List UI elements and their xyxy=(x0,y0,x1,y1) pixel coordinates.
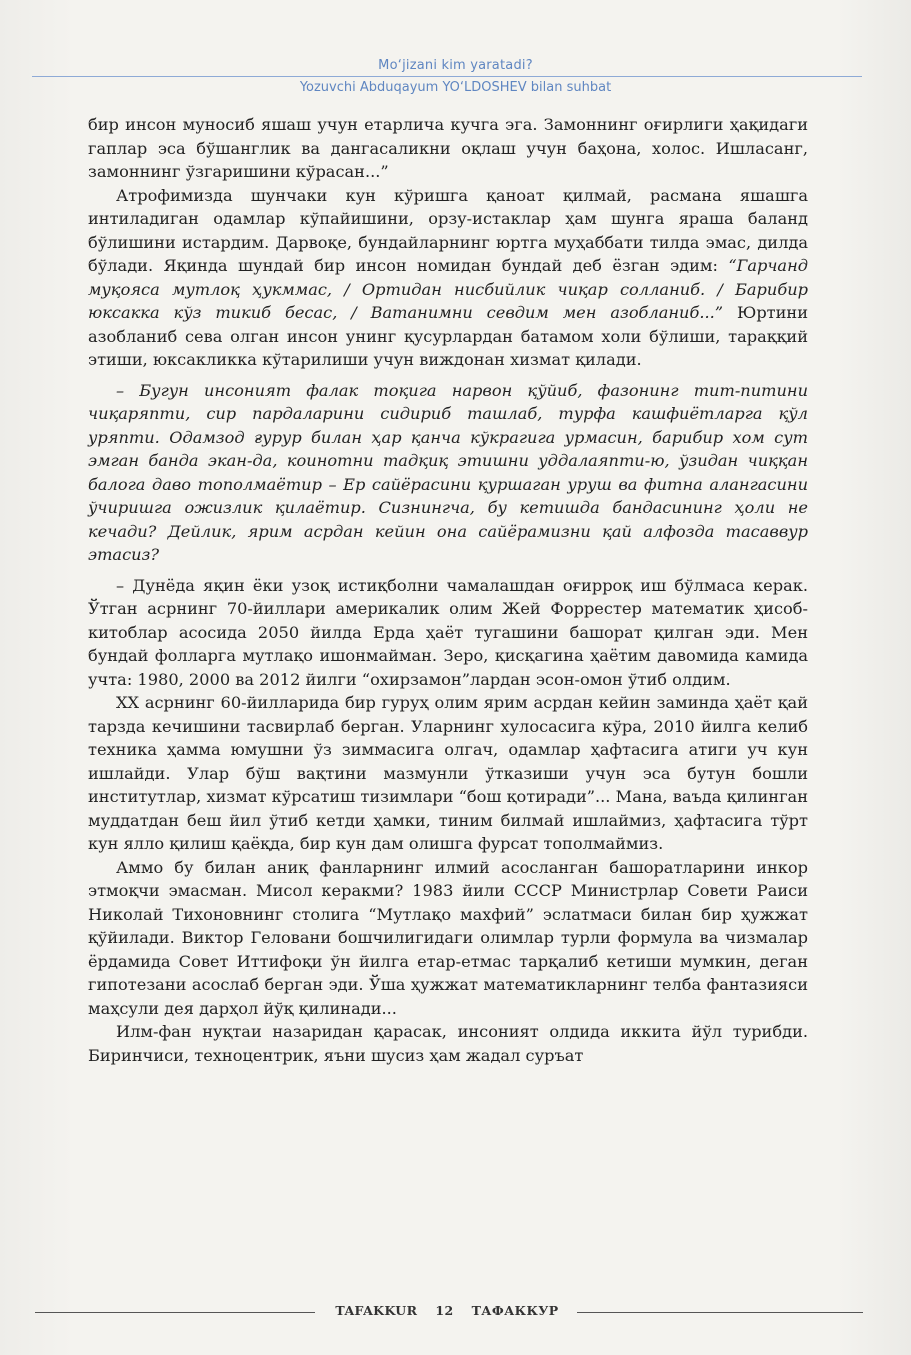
article-body xyxy=(88,113,808,1067)
paragraph-2 xyxy=(88,184,808,372)
paragraph-answer-4: Илм-фан нуқтаи назаридан қарасак, инсоният олдида иккита йўл турибди. Биринчиси, техноцентрик, яъни шусиз ҳам жадал суръат xyxy=(88,1022,808,1065)
paragraph-answer-1: – Дунёда яқин ёки узоқ истиқболни чамалашдан оғирроқ иш бўлмаса керак. Ўтган асрнинг 70-йиллари америкалик олим Жей Форрестер математик ҳисоб-китоблар асосида 2050 йилда Ерда ҳаёт тугашини башорат қилган эди. Мен бундай фолларга мутлақо ишонмайман. Зеро, қисқагина ҳаётим давомида камида учта: 1980, 2000 ва 2012 йилги “охирзамон”лардан эсон-омон ўтиб олдим. xyxy=(88,575,808,689)
running-header-title: Mo‘jizani kim yaratadi? xyxy=(378,58,533,73)
interviewer-question: – Бугун инсоният фалак тоқига нарвон қўйиб, фазонинг тит-питини чиқаряпти, сир пардаларини сидириб ташлаб, турфа кашфиётларга қўл уряпти. Одамзод ғурур билан ҳар қанча кўкрагига урмасин, барибир хом сут эмган банда экан-да, коинотни тадқиқ этишни уддалаяпти-ю, ўзидан чиққан балога даво тополмаётир – Ер сайёрасини қуршаган уруш ва фитна алангасини ўчиришга ожизлик қилаётир. Сизнингча, бу кетишда бандасининг ҳоли не кечади? Дейлик, ярим асрдан кейин она сайёрамизни қай алфозда тасаввур этасиз? xyxy=(88,380,808,564)
paragraph-answer-3: Аммо бу билан аниқ фанларнинг илмий асосланган башоратларини инкор этмоқчи эмасман. Мисол керакми? 1983 йили СССР Министрлар Совети Раиси Николай Тихоновнинг столига “Мутлақо махфий” эслатмаси билан бир ҳужжат қўйилади. Виктор Геловани бошчилигидаги олимлар турли формула ва чизмалар ёрдамида Совет Иттифоқи ўн йилга етар-етмас тарқалиб кетиши мумкин, деган гипотезани асослаб берган эди. Ўша ҳужжат математикларнинг телба фантазияси маҳсули дея дарҳол йўқ қилинади... xyxy=(88,857,808,1018)
footer-label xyxy=(322,1303,572,1318)
footer-journal-latin: TAFAKKUR xyxy=(335,1303,418,1318)
page-footer xyxy=(0,1302,911,1322)
paragraph-2-text: Атрофимизда шунчаки кун кўришга қаноат қилмай, расмана яшашга интиладиган одамлар кўпайишини, орзу-истаклар ҳам шунга яраша баланд бўлишини истардим. Дарвоқе, бундайларнинг юртга муҳаббати тилда эмас, дилда бўлади. Яқинда шундай бир инсон номидан бундай деб ёзган эдим: xyxy=(88,185,808,275)
paragraph-1: бир инсон муносиб яшаш учун етарлича кучга эга. Замоннинг оғирлиги ҳақидаги гаплар эса бўшанглик ва дангасаликни оқлаш учун баҳона, холос. Ишласанг, замоннинг ўзгаришини кўрасан...” xyxy=(88,115,808,181)
footer-rule-left xyxy=(35,1312,315,1313)
running-header-subtitle: Yozuvchi Abduqayum YO‘LDOSHEV bilan suhbat xyxy=(299,80,612,95)
paragraph-answer-2: XX асрнинг 60-йилларида бир гуруҳ олим ярим асрдан кейин заминда ҳаёт қай тарзда кечишини тасвирлаб берган. Уларнинг хулосасига кўра, 2010 йилга келиб техника ҳамма юмушни ўз зиммасига олгач, одамлар ҳафтасига атиги уч кун ишлайди. Улар бўш вақтини мазмунли ўтказиши учун эса бутун бошли институтлар, хизмат кўрсатиш тизимлари “бош қотиради”... Мана, ваъда қилинган муддатдан беш йил ўтиб кетди ҳамки, тиним билмай ишлаймиз, ҳафтасига тўрт кун ялло қилиш қаёқда, бир кун дам олишга фурсат тополмаймиз. xyxy=(88,693,808,853)
poem-quote: “Гарчанд муқояса мутлоқ ҳукммас, / Ортидан нисбийлик чиқар солланиб. / Барибир юксакка кўз тикиб бесас, / Ватанимни севдим мен азобланиб...” xyxy=(88,256,808,322)
page-number: 12 xyxy=(435,1303,454,1318)
paragraph-2-continuation: Юртини азобланиб сева олган инсон унинг қусурлардан батамом холи бўлиши, тараққий этиши, юксакликка кўтарилиши учун виждонан хизмат қилади. xyxy=(88,303,809,369)
footer-rule-right xyxy=(577,1312,863,1313)
footer-journal-cyrillic: ТАФАККУР xyxy=(471,1303,559,1318)
header-divider xyxy=(32,76,862,77)
